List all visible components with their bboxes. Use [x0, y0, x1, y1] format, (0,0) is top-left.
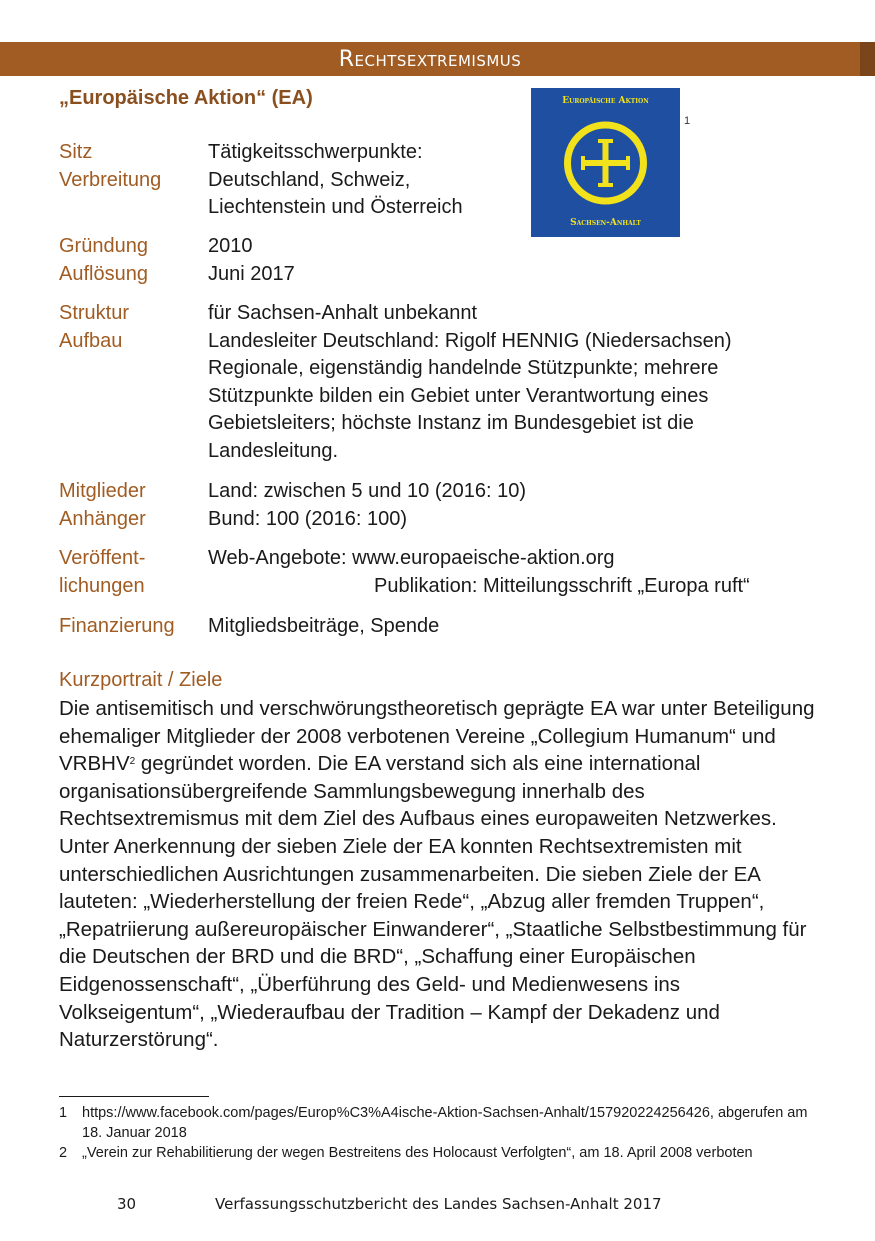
footnote-divider	[59, 1096, 209, 1097]
logo-footnote-mark: 1	[684, 115, 691, 127]
field-value: Tätigkeitsschwerpunkte: Deutschland, Schweiz, Liechtenstein und Österreich	[208, 141, 463, 218]
footnote-ref: 2	[129, 756, 136, 768]
section-title: Rechtsextremismus	[338, 47, 522, 72]
kurzportrait-heading: Kurzportrait / Ziele	[59, 669, 223, 691]
footer-title: Verfassungsschutzbericht des Landes Sachsen-Anhalt 2017	[215, 1195, 662, 1213]
field-value: für Sachsen-Anhalt unbekannt Landesleiter Deutschland: Rigolf HENNIG (Niedersachsen) Regionale, eigenständig handelnde Stützpunkte; mehrere Stützpunkte bilden ein Gebiet unter Verantwortung eines Gebietsleiters; höchste Instanz im Bundesgebiet ist die Landesleitung.	[208, 302, 732, 462]
field-value: Mitgliedsbeiträge, Spende	[208, 615, 440, 637]
field-label: Sitz Verbreitung	[59, 141, 162, 191]
footnote: 2 „Verein zur Rehabilitierung der wegen Bestreitens des Holocaust Verfolgten“, am 18. April 2008 verboten	[59, 1145, 753, 1161]
paragraph: Die antisemitisch und verschwörungstheoretisch geprägte EA war unter Beteiligung ehemaliger Mitglieder der 2008 verbotenen Vereine „Collegium Humanum“ und VRBHV$^2$ gegründet worden. Die EA verstand sich als eine international organisationsübergreifende Sammlungsbewegung innerhalb des Rechtsextremismus mit dem Ziel des Aufbaus eines europaweiten Netzwerkes.	[59, 697, 815, 831]
footnote: 1 https://www.facebook.com/pages/Europ%C3%A4ische-Aktion-Sachsen-Anhalt/157920224256426, abgerufen am 18. Januar 2018	[59, 1105, 808, 1141]
field-label: Finanzierung	[59, 615, 175, 637]
field-value: Land: zwischen 5 und 10 (2016: 10) Bund: 100 (2016: 100)	[208, 480, 526, 530]
field-label: Mitglieder Anhänger	[59, 480, 146, 530]
page-number: 30	[117, 1195, 137, 1213]
field-label: Veröffent- lichungen	[59, 547, 146, 597]
field-label: Gründung Auflösung	[59, 235, 148, 285]
organization-title: „Europäische Aktion“ (EA)	[59, 87, 313, 109]
kurzportrait-body	[59, 695, 819, 1054]
header-band-edge	[860, 42, 875, 76]
field-label: Struktur Aufbau	[59, 302, 130, 352]
logo-bottom-text: Sachsen-Anhalt	[570, 218, 641, 228]
field-value: Web-Angebote: www.europaeische-aktion.org Publikation: Mitteilungsschrift „Europa ruft“	[208, 547, 750, 597]
footnotes	[59, 1103, 829, 1163]
field-value: 2010 Juni 2017	[208, 235, 295, 285]
paragraph: Unter Anerkennung der sieben Ziele der EA konnten Rechtsextremisten mit unterschiedlichen Ausrichtungen zusammenarbeiten. Die sieben Ziele der EA lauteten: „Wiederherstellung der freien Rede“, „Abzug aller fremden Truppen“, „Repatriierung außereuropäischer Einwanderer“, „Staatliche Selbstbestimmung für die Deutschen der BRD und die BRD“, „Schaffung einer Europäischen Eidgenossenschaft“, „Überführung des Geld- und Medienwesens ins Volkseigentum“, „Wiederaufbau der Tradition – Kampf der Dekadenz und Naturzerstörung“.	[59, 834, 807, 1052]
logo-top-text: Europäische Aktion	[562, 96, 649, 106]
